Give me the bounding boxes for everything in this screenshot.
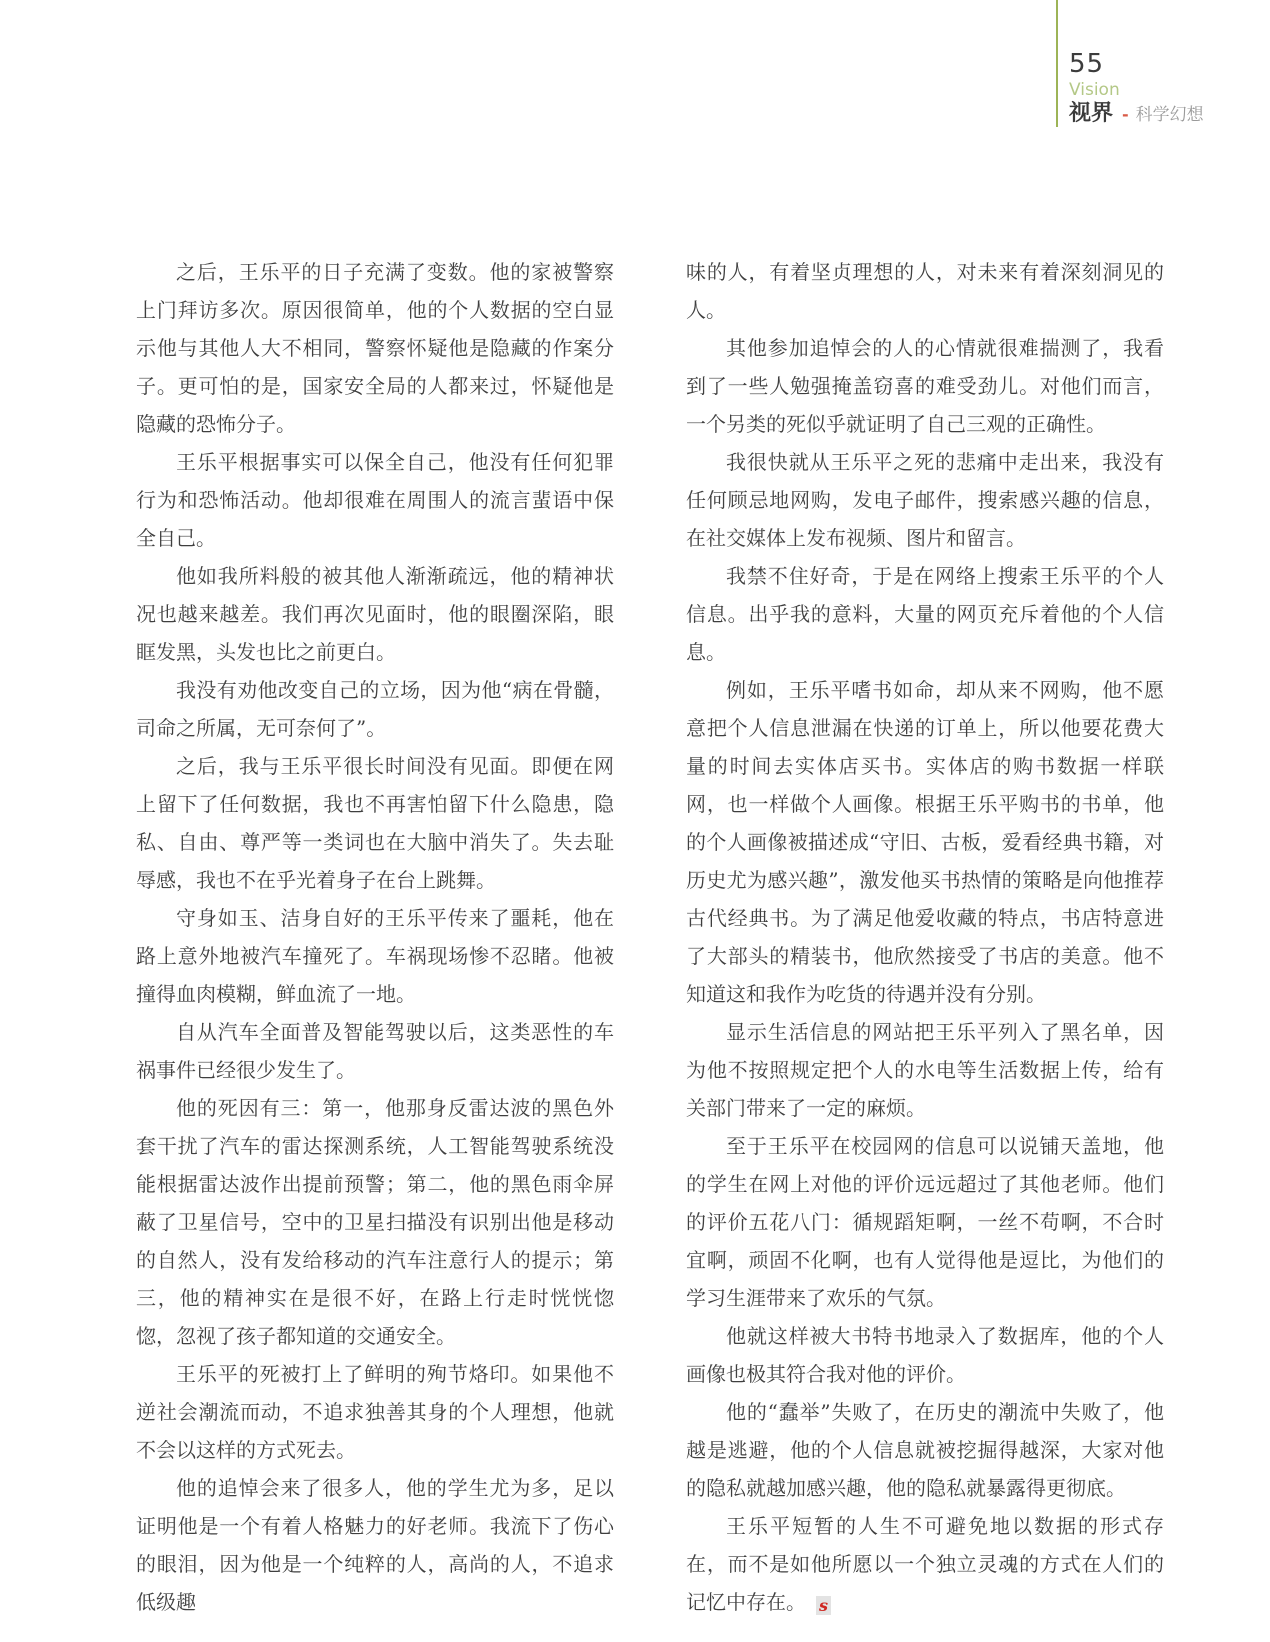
paragraph: 其他参加追悼会的人的心情就很难揣测了，我看到了一些人勉强掩盖窃喜的难受劲儿。对他们而言，一个另类的死似乎就证明了自己三观的正确性。 — [686, 336, 1164, 436]
paragraph: 他就这样被大书特书地录入了数据库，他的个人画像也极其符合我对他的评价。 — [686, 1324, 1164, 1386]
paragraph: 我没有劝他改变自己的立场，因为他“病在骨髓，司命之所属，无可奈何了”。 — [136, 678, 614, 740]
article-end-mark: s — [816, 1596, 831, 1615]
paragraph: 显示生活信息的网站把王乐平列入了黑名单，因为他不按照规定把个人的水电等生活数据上传，给有关部门带来了一定的麻烦。 — [686, 1020, 1164, 1120]
paragraph: 之后，我与王乐平很长时间没有见面。即便在网上留下了任何数据，我也不再害怕留下什么隐患，隐私、自由、尊严等一类词也在大脑中消失了。失去耻辱感，我也不在乎光着身子在台上跳舞。 — [136, 754, 614, 892]
section-divider-dash: - — [1122, 105, 1129, 124]
header-divider-line — [1056, 0, 1058, 127]
paragraph: 自从汽车全面普及智能驾驶以后，这类恶性的车祸事件已经很少发生了。 — [136, 1020, 614, 1082]
paragraph: 王乐平短暂的人生不可避免地以数据的形式存在，而不是如他所愿以一个独立灵魂的方式在人们的记忆中存在。 s — [686, 1514, 1164, 1615]
article-column-right — [686, 253, 1164, 1621]
section-name-english: Vision — [1069, 80, 1120, 100]
paragraph: 他的死因有三：第一，他那身反雷达波的黑色外套干扰了汽车的雷达探测系统，人工智能驾驶系统没能根据雷达波作出提前预警；第二，他的黑色雨伞屏蔽了卫星信号，空中的卫星扫描没有识别出他是移动的自然人，没有发给移动的汽车注意行人的提示；第三，他的精神实在是很不好，在路上行走时恍恍惚惚，忽视了孩子都知道的交通安全。 — [136, 1096, 614, 1348]
paragraph: 至于王乐平在校园网的信息可以说铺天盖地，他的学生在网上对他的评价远远超过了其他老师。他们的评价五花八门：循规蹈矩啊，一丝不苟啊，不合时宜啊，顽固不化啊，也有人觉得他是逗比，为他们的学习生涯带来了欢乐的气氛。 — [686, 1134, 1164, 1310]
section-title-line — [1069, 102, 1204, 127]
paragraph: 例如，王乐平嗜书如命，却从来不网购，他不愿意把个人信息泄漏在快递的订单上，所以他要花费大量的时间去实体店买书。实体店的购书数据一样联网，也一样做个人画像。根据王乐平购书的书单，他的个人画像被描述成“守旧、古板，爱看经典书籍，对历史尤为感兴趣”，激发他买书热情的策略是向他推荐古代经典书。为了满足他爱收藏的特点，书店特意进了大部头的精装书，他欣然接受了书店的美意。他不知道这和我作为吃货的待遇并没有分别。 — [686, 678, 1164, 1006]
paragraph: 味的人，有着坚贞理想的人，对未来有着深刻洞见的人。 — [686, 260, 1164, 322]
paragraph: 他的“蠢举”失败了，在历史的潮流中失败了，他越是逃避，他的个人信息就被挖掘得越深，大家对他的隐私就越加感兴趣，他的隐私就暴露得更彻底。 — [686, 1400, 1164, 1500]
section-name-chinese: 视界 — [1069, 101, 1114, 126]
header-text-block — [1069, 50, 1204, 127]
paragraph: 王乐平根据事实可以保全自己，他没有任何犯罪行为和恐怖活动。他却很难在周围人的流言蜚语中保全自己。 — [136, 450, 614, 550]
paragraph: 之后，王乐平的日子充满了变数。他的家被警察上门拜访多次。原因很简单，他的个人数据的空白显示他与其他人大不相同，警察怀疑他是隐藏的作案分子。更可怕的是，国家安全局的人都来过，怀疑他是隐藏的恐怖分子。 — [136, 260, 614, 436]
paragraph: 我禁不住好奇，于是在网络上搜索王乐平的个人信息。出乎我的意料，大量的网页充斥着他的个人信息。 — [686, 564, 1164, 664]
page-number: 55 — [1069, 49, 1105, 79]
paragraph: 他如我所料般的被其他人渐渐疏远，他的精神状况也越来越差。我们再次见面时，他的眼圈深陷，眼眶发黑，头发也比之前更白。 — [136, 564, 614, 664]
section-subtitle: 科学幻想 — [1135, 105, 1204, 125]
paragraph: 他的追悼会来了很多人，他的学生尤为多，足以证明他是一个有着人格魅力的好老师。我流下了伤心的眼泪，因为他是一个纯粹的人，高尚的人，不追求低级趣 — [136, 1476, 614, 1614]
paragraph: 守身如玉、洁身自好的王乐平传来了噩耗，他在路上意外地被汽车撞死了。车祸现场惨不忍睹。他被撞得血肉模糊，鲜血流了一地。 — [136, 906, 614, 1006]
paragraph: 王乐平的死被打上了鲜明的殉节烙印。如果他不逆社会潮流而动，不追求独善其身的个人理想，他就不会以这样的方式死去。 — [136, 1362, 614, 1462]
article-column-left — [136, 253, 614, 1621]
paragraph: 我很快就从王乐平之死的悲痛中走出来，我没有任何顾忌地网购，发电子邮件，搜索感兴趣的信息，在社交媒体上发布视频、图片和留言。 — [686, 450, 1164, 550]
